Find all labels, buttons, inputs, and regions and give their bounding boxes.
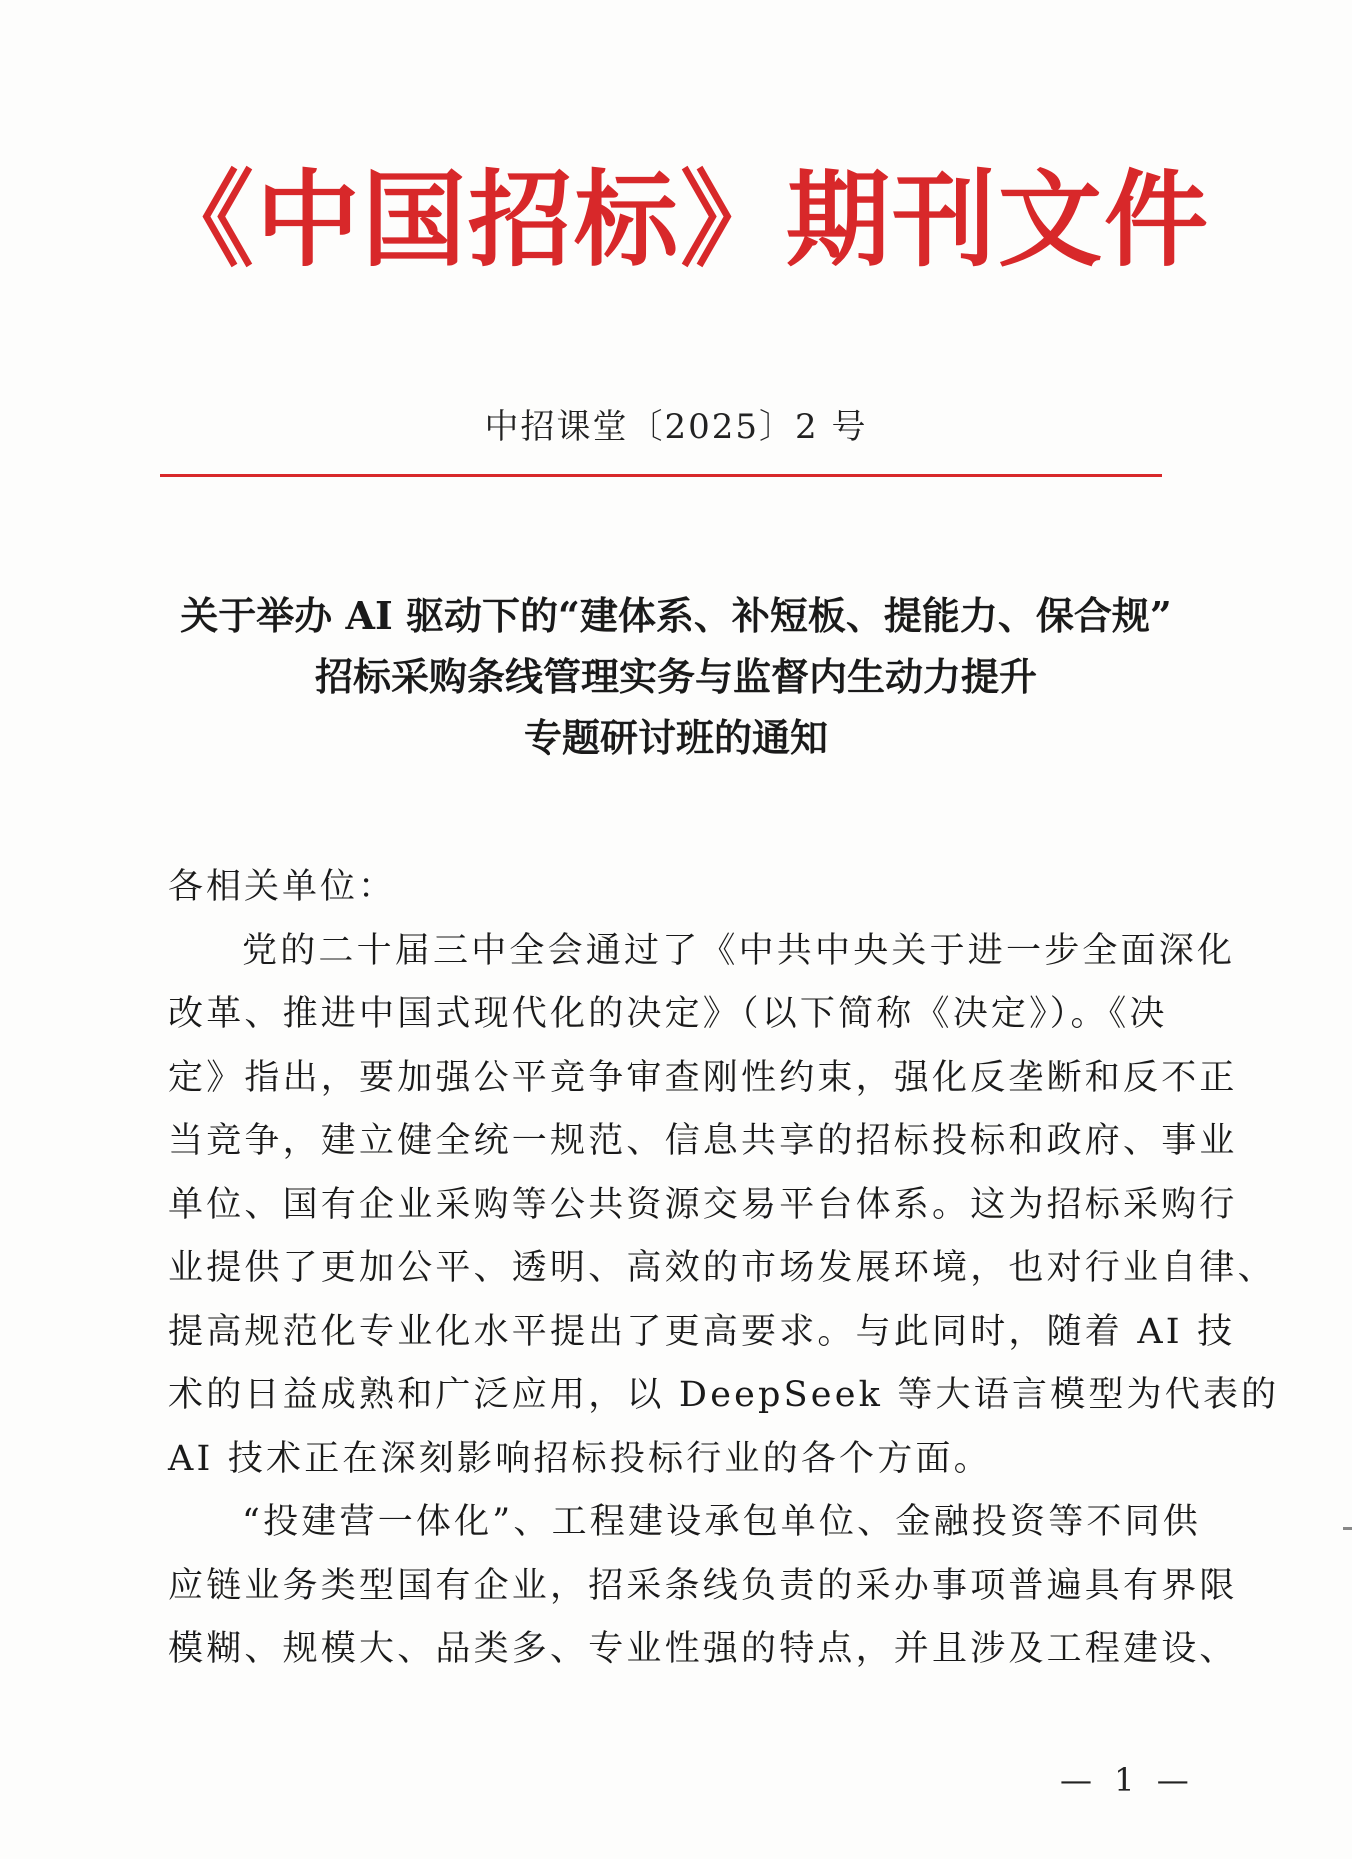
notice-title	[150, 585, 1202, 768]
page-edge-mark	[1343, 1527, 1352, 1530]
salutation: 各相关单位：	[168, 867, 397, 907]
paragraph-1-line-3: 定》指出，要加强公平竞争审查刚性约束，强化反垄断和反不正	[168, 1057, 1238, 1098]
paragraph-2-line-3: 模糊、规模大、品类多、专业性强的特点，并且涉及工程建设、	[168, 1629, 1238, 1669]
paragraph-2-line-1: “投建营一体化”、工程建设承包单位、金融投资等不同供	[242, 1502, 1201, 1542]
title-line-2: 招标采购条线管理实务与监督内生动力提升	[314, 654, 1037, 699]
notice-body	[168, 856, 1280, 1682]
document-number: 中招课堂〔2025〕2 号	[484, 407, 868, 447]
title-line-1: 关于举办 AI 驱动下的“建体系、补短板、提能力、保合规”	[180, 593, 1172, 638]
masthead-title: 《中国招标》期刊文件	[150, 158, 1211, 281]
paragraph-1-line-4: 当竞争，建立健全统一规范、信息共享的招标投标和政府、事业	[168, 1121, 1238, 1161]
paragraph-1-line-6: 业提供了更加公平、透明、高效的市场发展环境，也对行业自律、	[168, 1248, 1276, 1288]
paragraph-1-line-7: 提高规范化专业化水平提出了更高要求。与此同时，随着 AI 技	[168, 1311, 1236, 1352]
paragraph-1-line-2: 改革、推进中国式现代化的决定》（以下简称《决定》）。《决	[168, 994, 1168, 1034]
title-line-3: 专题研讨班的通知	[523, 715, 828, 760]
red-divider-line	[160, 474, 1162, 477]
paragraph-1-line-9: AI 技术正在深刻影响招标投标行业的各个方面。	[168, 1438, 992, 1479]
paragraph-1-line-1: 党的二十届三中全会通过了《中共中央关于进一步全面深化	[242, 930, 1236, 971]
paragraph-1-line-8: 术的日益成熟和广泛应用，以 DeepSeek 等大语言模型为代表的	[168, 1375, 1280, 1415]
page-number: — 1 —	[1060, 1761, 1195, 1799]
paragraph-1-line-5: 单位、国有企业采购等公共资源交易平台体系。这为招标采购行	[168, 1184, 1238, 1225]
paragraph-2-line-2: 应链业务类型国有企业，招采条线负责的采办事项普遍具有界限	[168, 1565, 1238, 1606]
